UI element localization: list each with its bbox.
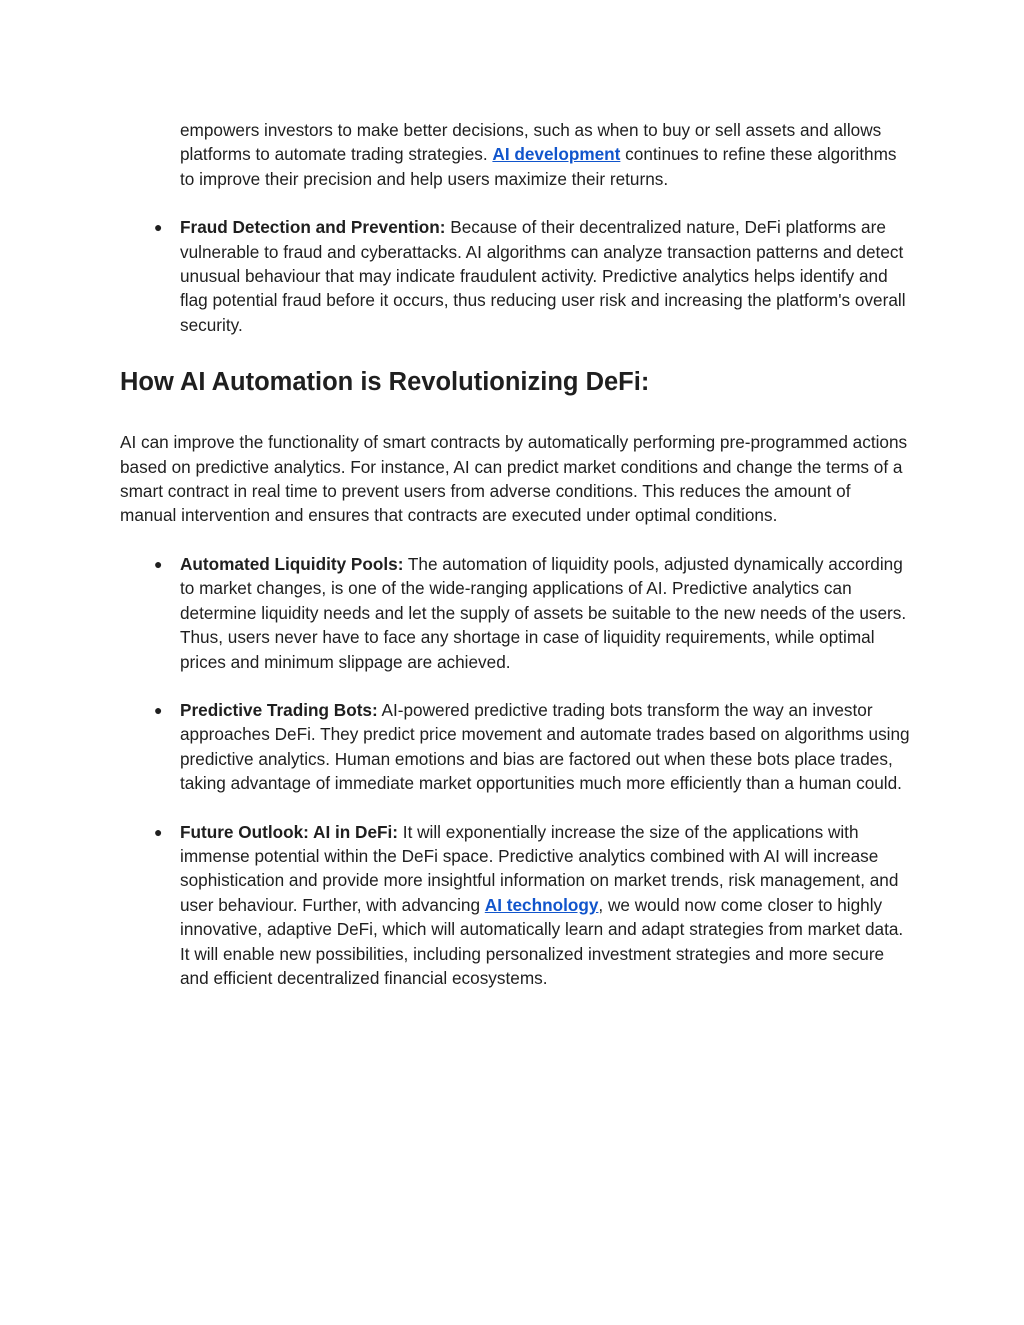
bullet-title: Fraud Detection and Prevention: [180, 217, 446, 238]
section-bullet-list [120, 552, 910, 991]
bullet-icon: ● [154, 555, 163, 572]
bullet-title: Future Outlook: AI in DeFi: [180, 821, 399, 842]
top-bullet-list [120, 215, 910, 337]
intro-text-b: continues to refine these algorithms to improve their precision and help users maximize their returns. [180, 144, 897, 189]
list-item [120, 698, 910, 796]
bullet-icon: ● [154, 701, 163, 718]
list-item [120, 552, 910, 674]
intro-paragraph [180, 118, 910, 191]
section-paragraph: AI can improve the functionality of smart contracts by automatically performing pre-programmed actions based on predictive analytics. For instance, AI can predict market conditions and change the terms of a smart contract in real time to prevent users from adverse conditions. This reduces the amount of manual intervention and ensures that contracts are executed under optimal conditions. [120, 432, 908, 526]
bullet-text: The automation of liquidity pools, adjusted dynamically according to market changes, is one of the wide-ranging applications of AI. Predictive analytics can determine liquidity needs and let the supply of assets be suitable to the new needs of the users. Thus, users never have to face any shortage in case of liquidity requirements, while optimal prices and minimum slippage are achieved. [180, 553, 907, 672]
bullet-text: AI-powered predictive trading bots transform the way an investor approaches DeFi. They predict price movement and automate trades based on algorithms using predictive analytics. Human emotions and bias are factored out when these bots place trades, taking advantage of immediate market opportunities much more efficiently than a human could. [180, 699, 910, 794]
list-item [120, 820, 910, 991]
bullet-icon: ● [154, 823, 163, 840]
bullet-text: Because of their decentralized nature, DeFi platforms are vulnerable to fraud and cyberattacks. AI algorithms can analyze transaction patterns and detect unusual behaviour that may indicate fraudulent activity. Predictive analytics helps identify and flag potential fraud before it occurs, thus reducing user risk and increasing the platform's overall security. [180, 217, 906, 335]
bullet-text-a: It will exponentially increase the size of the applications with immense potential within the DeFi space. Predictive analytics combined with AI will increase sophistication and provide more insightful information on market trends, risk management, and user behaviour. Further, with advancing [180, 821, 899, 915]
bullet-text-b: , we would now come closer to highly innovative, adaptive DeFi, which will automatically learn and adapt strategies from market data. It will enable new possibilities, including personalized investment strategies and more secure and efficient decentralized financial ecosystems. [180, 894, 904, 988]
bullet-title: Automated Liquidity Pools: [180, 553, 404, 574]
ai-development-link[interactable]: AI development [492, 144, 621, 165]
document-content [120, 118, 910, 1014]
section-heading: How AI Automation is Revolutionizing DeFi: [120, 368, 650, 397]
ai-technology-link[interactable]: AI technology [484, 894, 599, 915]
intro-text-a: empowers investors to make better decisions, such as when to buy or sell assets and allows platforms to automate trading strategies. [180, 120, 882, 165]
bullet-icon: ● [154, 219, 163, 236]
bullet-title: Predictive Trading Bots: [180, 699, 378, 720]
list-item [120, 215, 910, 337]
